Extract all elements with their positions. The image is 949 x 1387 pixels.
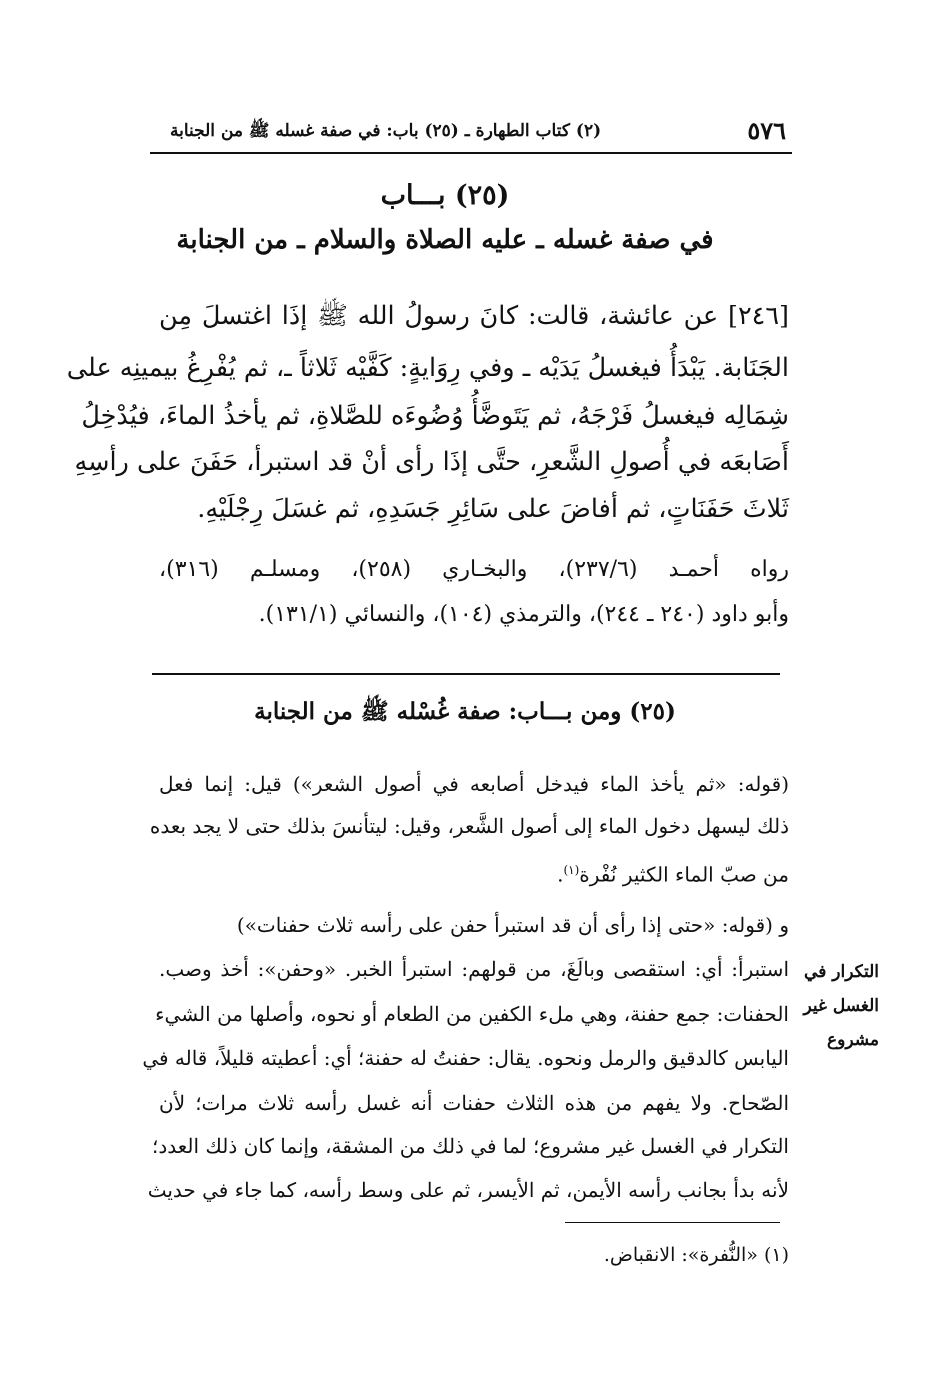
margin-note: [759, 955, 879, 1057]
running-title: (٢) كتاب الطهارة ـ (٢٥) باب: في صفة غسله ﷺ من الجنابة: [170, 121, 602, 141]
hadith-line: [٢٤٦] عن عائشة، قالت: كانَ رسولُ الله ﷺ إذَا اغتسلَ مِن: [159, 301, 789, 331]
hadith-line: ثَلاثَ حَفَنَاتٍ، ثم أفاضَ على سَائِرِ جَسَدِهِ، ثم غسَلَ رِجْلَيْهِ.: [197, 494, 789, 524]
commentary-line: الحفنات: جمع حفنة، وهي ملء الكفين من الطعام أو نحوه، وأصلها من الشيء: [155, 1002, 789, 1026]
page-number: ٥٧٦: [747, 116, 786, 145]
commentary-line: ذلك ليسهل دخول الماء إلى أصول الشَّعر، وقيل: ليتأنسَ بذلك حتى لا يجد بعده: [149, 814, 789, 838]
footnote: (١) «النُّفرة»: الانقباض.: [603, 1244, 789, 1266]
footnote-rule: [565, 1222, 780, 1223]
margin-note-line: مشروع: [826, 1030, 879, 1050]
reference-line: رواه أحمـد (٢٣٧/٦)، والبخـاري (٢٥٨)، ومسلـم (٣١٦)،: [159, 557, 789, 582]
commentary-line-text: من صبّ الماء الكثير نُفْرة: [579, 862, 789, 887]
margin-note-line: التكرار في: [804, 962, 879, 982]
hadith-line: الجَنَابة. يَبْدَأُ فيغسلُ يَدَيْه ـ وفي رِوَايةٍ: كَفَّيْه ثَلاثاً ـ، ثم يُفْرِغُ بيمينِه على: [66, 353, 789, 383]
hadith-line: شِمَالِه فيغسلُ فَرْجَهُ، ثم يَتَوضَّأُ وُضُوءَه للصَّلاةِ، ثم يأخذُ الماءَ، فيُدْخِلُ: [81, 401, 789, 431]
hadith-line: أَصَابعَه في أُصولِ الشَّعرِ، حتَّى إذَا رأى أنْ قد استبرأ، حَفَنَ على رأسِهِ: [74, 447, 789, 477]
reference-line: وأبو داود (٢٤٠ ـ ٢٤٤)، والترمذي (١٠٤)، والنسائي (١٣١/١).: [258, 602, 789, 627]
commentary-line: الصّحاح. ولا يفهم من هذه الثلاث حفنات أنه غسل رأسه ثلاث مرات؛ لأن: [159, 1091, 789, 1115]
footnote-marker: (١): [563, 863, 580, 877]
commentary-line: استبرأ: أي: استقصى وبالَغَ، من قولهم: استبرأ الخبر. «وحفن»: أخذ وصب.: [159, 957, 789, 981]
commentary-line: و (قوله: «حتى إذا رأى أن قد استبرأ حفن على رأسه ثلاث حفنات»): [236, 913, 789, 937]
chapter-title: في صفة غسله ـ عليه الصلاة والسلام ـ من الجنابة: [176, 225, 714, 255]
commentary-line: (قوله: «ثم يأخذ الماء فيدخل أصابعه في أصول الشعر») قيل: إنما فعل: [159, 772, 789, 796]
commentary-line: اليابس كالدقيق والرمل ونحوه. يقال: حفنتُ له حفنة؛ أي: أعطيته قليلاً، قاله في: [142, 1046, 789, 1070]
margin-note-line: الغسل غير: [803, 996, 879, 1016]
running-header: [150, 112, 792, 154]
chapter-number: (٢٥) بـــاب: [380, 180, 510, 211]
commentary-line: من صبّ الماء الكثير نُفْرة$^{(١)}$.: [557, 862, 789, 887]
section-separator: [152, 673, 780, 675]
commentary-line: لأنه بدأ بجانب رأسه الأيمن، ثم الأيسر، ثم على وسط رأسه، كما جاء في حديث: [147, 1178, 789, 1202]
commentary-heading: (٢٥) ومن بـــاب: صفة غُسْله ﷺ من الجنابة: [254, 698, 676, 725]
commentary-line: التكرار في الغسل غير مشروع؛ لما في ذلك من المشقة، وإنما كان ذلك العدد؛: [152, 1134, 789, 1158]
